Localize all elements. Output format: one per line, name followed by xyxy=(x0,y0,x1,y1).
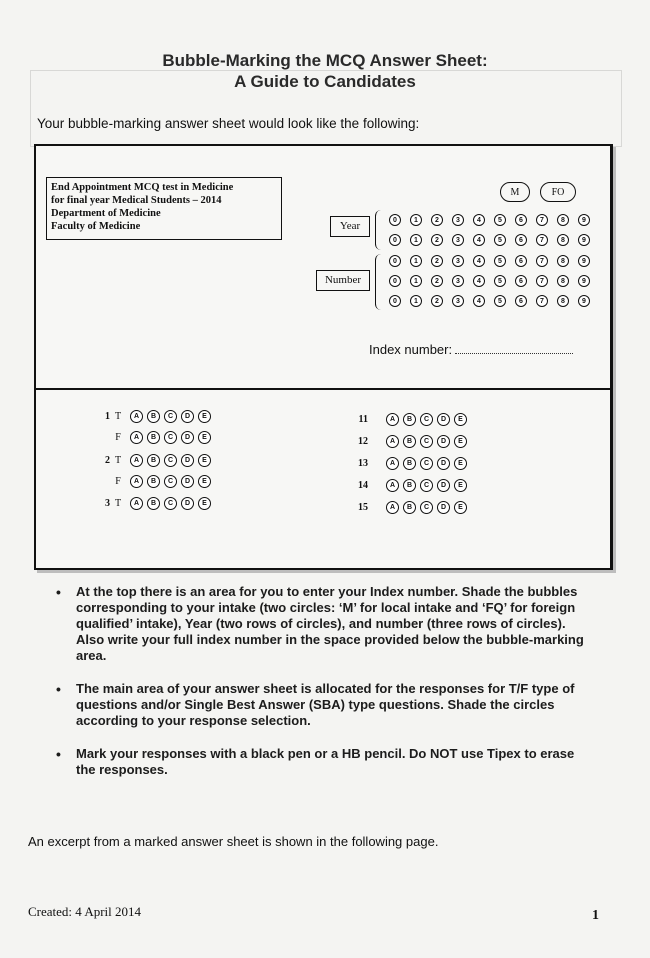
choice-bubble[interactable]: D xyxy=(181,431,194,444)
question-number: 14 xyxy=(358,480,368,491)
question-row xyxy=(346,479,467,492)
intake-fo-bubble[interactable]: FO xyxy=(540,182,576,202)
question-number: 11 xyxy=(358,414,368,425)
choice-bubble[interactable]: E xyxy=(198,410,211,423)
digit-bubble[interactable]: 8 xyxy=(557,255,569,267)
choice-bubble[interactable]: B xyxy=(403,413,416,426)
question-number: 1 xyxy=(105,411,110,422)
choice-bubble[interactable]: A xyxy=(386,413,399,426)
choice-bubble[interactable]: D xyxy=(437,435,450,448)
choice-bubbles xyxy=(130,410,211,423)
number-label: Number xyxy=(316,270,370,291)
choice-bubble[interactable]: C xyxy=(164,410,177,423)
choice-bubble[interactable]: B xyxy=(147,497,160,510)
index-number-field[interactable] xyxy=(369,342,573,357)
digit-bubble[interactable]: 0 xyxy=(389,214,401,226)
digit-bubble[interactable]: 6 xyxy=(515,275,527,287)
digit-bubble[interactable]: 4 xyxy=(473,214,485,226)
question-number: 2 xyxy=(105,455,110,466)
choice-bubble[interactable]: E xyxy=(454,457,467,470)
digit-bubble[interactable]: 0 xyxy=(389,275,401,287)
choice-bubbles xyxy=(386,457,467,470)
digit-bubble[interactable]: 2 xyxy=(431,295,443,307)
instruction-item: • The main area of your answer sheet is allocated for the responses for T/F type of questions and/or Single Best Answer (SBA) type questions. Shade the circles according to your response selection. xyxy=(56,681,596,729)
choice-bubble[interactable]: B xyxy=(403,501,416,514)
digit-bubble[interactable]: 3 xyxy=(452,295,464,307)
choice-bubbles xyxy=(386,435,467,448)
choice-bubbles xyxy=(386,479,467,492)
number-row-1 xyxy=(389,255,590,267)
dept-line-3: Department of Medicine xyxy=(51,208,161,219)
digit-bubble[interactable]: 1 xyxy=(410,234,422,246)
question-row xyxy=(96,454,211,467)
digit-bubble[interactable]: 5 xyxy=(494,275,506,287)
instruction-item: • At the top there is an area for you to enter your Index number. Shade the bubbles corresponding to your intake (two circles: ‘M’ for local intake and ‘FQ’ for foreign qualified’ intake), Year (two rows of circles), and number (three rows of circles). Also write your full index number in the space provided below the bubble-marking area. xyxy=(56,584,596,664)
question-number: 12 xyxy=(358,436,368,447)
digit-bubble[interactable]: 9 xyxy=(578,214,590,226)
year-row-2 xyxy=(389,234,590,246)
excerpt-note: An excerpt from a marked answer sheet is shown in the following page. xyxy=(28,834,439,849)
choice-bubble[interactable]: D xyxy=(437,501,450,514)
choice-bubble[interactable]: C xyxy=(420,435,433,448)
question-row xyxy=(346,413,467,426)
digit-bubble[interactable]: 5 xyxy=(494,234,506,246)
choice-bubbles xyxy=(130,431,211,444)
instruction-list xyxy=(56,584,596,795)
number-brace xyxy=(375,254,382,310)
question-row xyxy=(346,501,467,514)
choice-bubble[interactable]: A xyxy=(130,431,143,444)
digit-bubble[interactable]: 6 xyxy=(515,255,527,267)
choice-bubble[interactable]: E xyxy=(454,479,467,492)
choice-bubble[interactable]: B xyxy=(403,435,416,448)
digit-bubble[interactable]: 8 xyxy=(557,234,569,246)
digit-bubble[interactable]: 1 xyxy=(410,214,422,226)
instruction-item: • Mark your responses with a black pen or a HB pencil. Do NOT use Tipex to erase the responses. xyxy=(56,746,596,778)
true-false-label: F xyxy=(115,476,121,487)
true-false-label: T xyxy=(114,455,122,466)
dept-line-2: for final year Medical Students – 2014 xyxy=(51,195,222,206)
choice-bubble[interactable]: D xyxy=(181,475,194,488)
choice-bubbles xyxy=(386,501,467,514)
digit-bubble[interactable]: 9 xyxy=(578,275,590,287)
question-row xyxy=(346,457,467,470)
choice-bubble[interactable]: C xyxy=(420,457,433,470)
choice-bubble[interactable]: B xyxy=(147,454,160,467)
question-row xyxy=(96,410,211,423)
choice-bubble[interactable]: B xyxy=(147,475,160,488)
digit-bubble[interactable]: 2 xyxy=(431,255,443,267)
digit-bubble[interactable]: 7 xyxy=(536,234,548,246)
choice-bubble[interactable]: A xyxy=(386,479,399,492)
digit-bubble[interactable]: 5 xyxy=(494,214,506,226)
department-box xyxy=(46,177,282,240)
year-label: Year xyxy=(330,216,370,237)
choice-bubble[interactable]: D xyxy=(437,479,450,492)
choice-bubble[interactable]: A xyxy=(386,435,399,448)
question-row xyxy=(96,475,211,488)
digit-bubble[interactable]: 8 xyxy=(557,295,569,307)
question-row xyxy=(96,497,211,510)
choice-bubble[interactable]: C xyxy=(164,454,177,467)
digit-bubble[interactable]: 3 xyxy=(452,214,464,226)
choice-bubbles xyxy=(386,413,467,426)
digit-bubble[interactable]: 5 xyxy=(494,255,506,267)
digit-bubble[interactable]: 9 xyxy=(578,234,590,246)
choice-bubble[interactable]: B xyxy=(147,410,160,423)
digit-bubble[interactable]: 7 xyxy=(536,275,548,287)
choice-bubble[interactable]: E xyxy=(454,413,467,426)
digit-bubble[interactable]: 4 xyxy=(473,275,485,287)
choice-bubble[interactable]: D xyxy=(181,410,194,423)
choice-bubble[interactable]: E xyxy=(198,497,211,510)
digit-bubble[interactable]: 8 xyxy=(557,275,569,287)
true-false-label: T xyxy=(114,498,122,509)
choice-bubble[interactable]: C xyxy=(164,431,177,444)
digit-bubble[interactable]: 2 xyxy=(431,234,443,246)
digit-bubble[interactable]: 8 xyxy=(557,214,569,226)
page-title xyxy=(0,50,650,92)
digit-bubble[interactable]: 0 xyxy=(389,255,401,267)
index-number-label: Index number: xyxy=(369,342,453,357)
digit-bubble[interactable]: 0 xyxy=(389,295,401,307)
digit-bubble[interactable]: 1 xyxy=(410,255,422,267)
choice-bubble[interactable]: E xyxy=(198,454,211,467)
title-line-2: A Guide to Candidates xyxy=(234,72,416,91)
intro-text: Your bubble-marking answer sheet would look like the following: xyxy=(37,116,420,131)
index-section xyxy=(36,146,610,390)
choice-bubble[interactable]: A xyxy=(386,501,399,514)
intake-m-bubble[interactable]: M xyxy=(500,182,530,202)
year-brace xyxy=(375,210,382,250)
question-number: 3 xyxy=(105,498,110,509)
true-false-label: F xyxy=(115,432,121,443)
digit-bubble[interactable]: 6 xyxy=(515,214,527,226)
dept-line-1: End Appointment MCQ test in Medicine xyxy=(51,182,234,193)
choice-bubble[interactable]: E xyxy=(198,431,211,444)
choice-bubble[interactable]: B xyxy=(147,431,160,444)
choice-bubbles xyxy=(130,475,211,488)
question-row xyxy=(96,431,211,444)
choice-bubble[interactable]: D xyxy=(437,457,450,470)
digit-bubble[interactable]: 2 xyxy=(431,214,443,226)
question-number: 13 xyxy=(358,458,368,469)
choice-bubble[interactable]: E xyxy=(198,475,211,488)
number-row-3 xyxy=(389,295,590,307)
digit-bubble[interactable]: 6 xyxy=(515,234,527,246)
digit-bubble[interactable]: 5 xyxy=(494,295,506,307)
year-row-1 xyxy=(389,214,590,226)
number-row-2 xyxy=(389,275,590,287)
dept-line-4: Faculty of Medicine xyxy=(51,221,141,232)
choice-bubble[interactable]: C xyxy=(420,413,433,426)
question-row xyxy=(346,435,467,448)
digit-bubble[interactable]: 2 xyxy=(431,275,443,287)
choice-bubble[interactable]: C xyxy=(164,497,177,510)
choice-bubble[interactable]: A xyxy=(130,454,143,467)
digit-bubble[interactable]: 1 xyxy=(410,275,422,287)
choice-bubble[interactable]: B xyxy=(403,479,416,492)
choice-bubble[interactable]: A xyxy=(386,457,399,470)
digit-bubble[interactable]: 9 xyxy=(578,255,590,267)
true-false-label: T xyxy=(114,411,122,422)
choice-bubble[interactable]: A xyxy=(130,497,143,510)
digit-bubble[interactable]: 7 xyxy=(536,214,548,226)
digit-bubble[interactable]: 4 xyxy=(473,255,485,267)
choice-bubble[interactable]: A xyxy=(130,475,143,488)
digit-bubble[interactable]: 4 xyxy=(473,295,485,307)
choice-bubble[interactable]: E xyxy=(454,435,467,448)
digit-bubble[interactable]: 7 xyxy=(536,255,548,267)
choice-bubble[interactable]: E xyxy=(454,501,467,514)
choice-bubble[interactable]: D xyxy=(181,497,194,510)
choice-bubble[interactable]: B xyxy=(403,457,416,470)
choice-bubbles xyxy=(130,454,211,467)
digit-bubble[interactable]: 3 xyxy=(452,255,464,267)
created-date: Created: 4 April 2014 xyxy=(28,904,142,919)
question-number: 15 xyxy=(358,502,368,513)
digit-bubble[interactable]: 3 xyxy=(452,234,464,246)
digit-bubble[interactable]: 7 xyxy=(536,295,548,307)
choice-bubble[interactable]: C xyxy=(164,475,177,488)
digit-bubble[interactable]: 0 xyxy=(389,234,401,246)
digit-bubble[interactable]: 1 xyxy=(410,295,422,307)
choice-bubbles xyxy=(130,497,211,510)
choice-bubble[interactable]: C xyxy=(420,501,433,514)
page-number: 1 xyxy=(592,908,599,923)
choice-bubble[interactable]: A xyxy=(130,410,143,423)
choice-bubble[interactable]: C xyxy=(420,479,433,492)
digit-bubble[interactable]: 3 xyxy=(452,275,464,287)
answer-sheet-sample xyxy=(34,144,613,570)
digit-bubble[interactable]: 4 xyxy=(473,234,485,246)
title-line-1: Bubble-Marking the MCQ Answer Sheet: xyxy=(162,51,488,70)
choice-bubble[interactable]: D xyxy=(181,454,194,467)
digit-bubble[interactable]: 6 xyxy=(515,295,527,307)
digit-bubble[interactable]: 9 xyxy=(578,295,590,307)
index-number-blank[interactable] xyxy=(455,353,573,354)
choice-bubble[interactable]: D xyxy=(437,413,450,426)
